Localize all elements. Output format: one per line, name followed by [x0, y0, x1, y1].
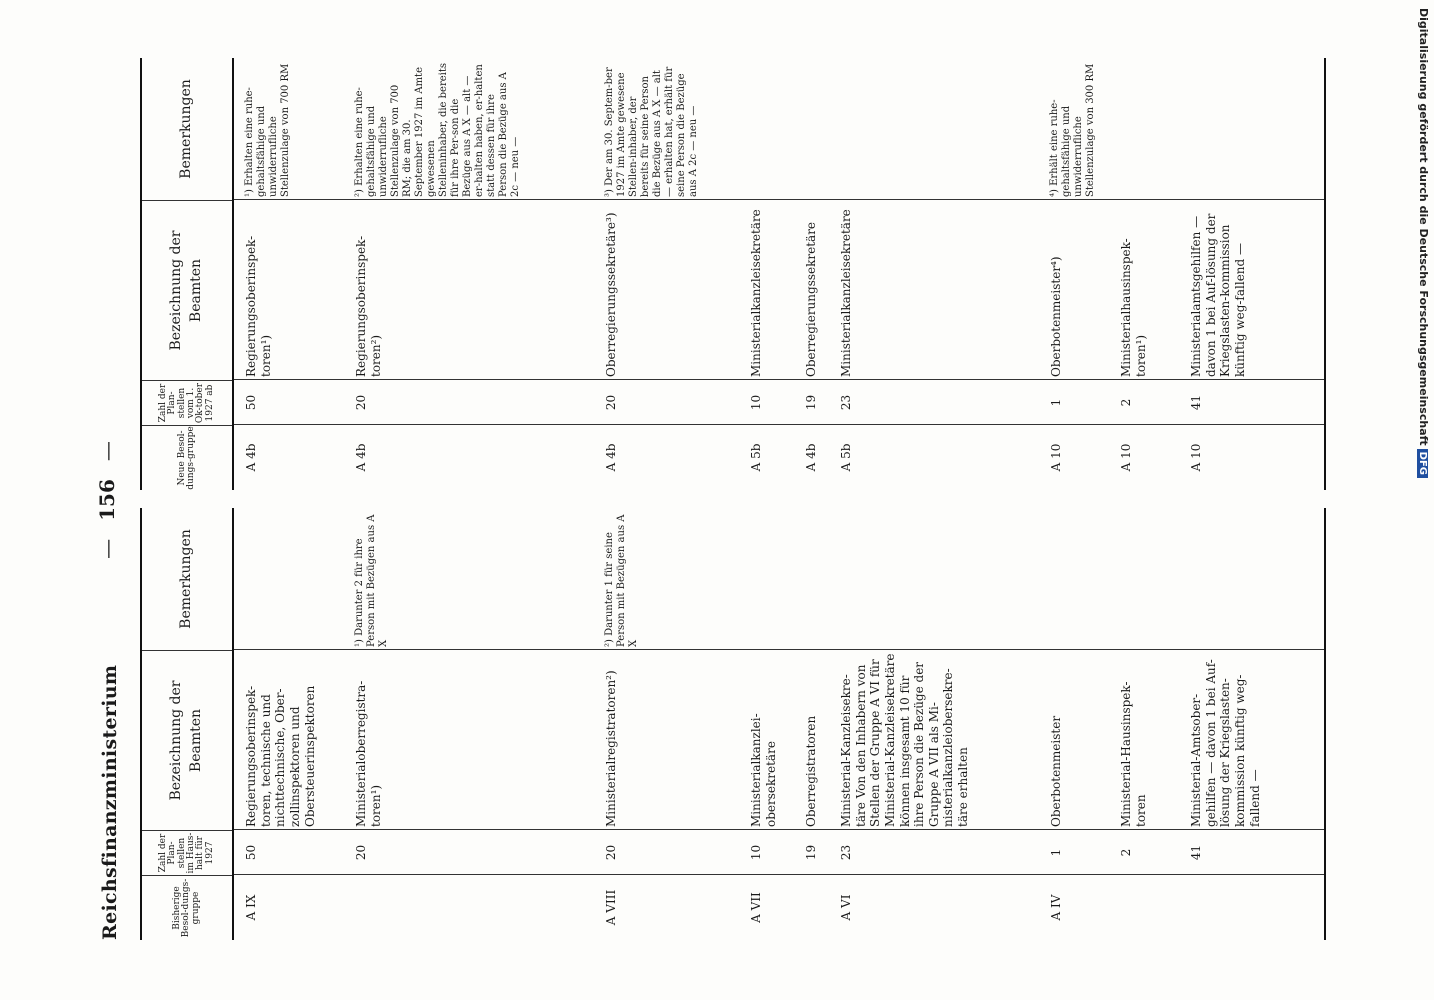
table-cell: 41	[1189, 394, 1203, 411]
table-cell: Oberregierungssekretäre	[804, 221, 818, 377]
header-title: Bezeichnung der Beamten	[142, 650, 232, 830]
table-cell: 10	[749, 394, 763, 411]
table-new-grades	[140, 58, 1326, 490]
table-cell: 2	[1119, 848, 1133, 857]
table-cell: Oberregistratoren	[804, 715, 818, 827]
table-cell: Regierungsoberinspek-toren¹)	[244, 235, 273, 377]
page-number-line	[95, 60, 119, 940]
table-cell: A 4b	[354, 443, 368, 472]
table-body	[234, 58, 1326, 490]
table-cell: 20	[604, 844, 618, 861]
table-cell: A IV	[1049, 894, 1063, 921]
column-divider	[234, 649, 1324, 650]
column-divider	[234, 874, 1324, 875]
table-cell: 23	[839, 394, 853, 411]
table-cell: Ministerial-Amtsober-gehilfen — davon 1 bei Auf-lösung der Kriegslasten-kommission künftig weg-fallend —	[1189, 659, 1262, 827]
table-header	[140, 58, 234, 490]
table-cell: A IX	[244, 894, 258, 921]
table-cell: Ministerialoberregistra-toren¹)	[354, 680, 383, 827]
column-divider	[234, 424, 1324, 425]
table-cell: Ministerialregistratoren²)	[604, 670, 618, 827]
table-cell: ¹) Darunter 2 für ihre Person mit Bezügen aus A X	[354, 514, 389, 647]
table-header	[140, 508, 234, 940]
digitization-credit	[1408, 0, 1430, 1000]
table-cell: ⁴) Erhält eine ruhe-gehaltsfähige und unwiderrufliche Stellenzulage von 300 RM	[1049, 63, 1096, 197]
table-cell: Oberbotenmeister⁴)	[1049, 256, 1063, 377]
header-old-group: Bisherige Besol-dungs-gruppe	[142, 875, 232, 940]
table-cell: Ministerialamtsgehilfen — davon 1 bei Auf-lösung der Kriegslasten-kommission künftig weg-fallend —	[1189, 213, 1247, 377]
ministry-title: Reichsfinanzministerium	[99, 664, 121, 940]
table-cell: 20	[604, 394, 618, 411]
table-cell: Oberregierungssekretäre³)	[604, 212, 618, 377]
table-cell: A 5b	[749, 443, 763, 472]
table-cell: 23	[839, 844, 853, 861]
header-new-group: Neue Besol-dungs-gruppe	[142, 425, 232, 490]
table-cell: Ministerialhausinspek-toren¹)	[1119, 238, 1148, 377]
table-cell: 20	[354, 394, 368, 411]
header-remarks: Bemerkungen	[178, 79, 195, 179]
header-count: Zahl der Plan-stellen im Haus-halt für 1927	[142, 830, 232, 875]
table-cell: 41	[1189, 844, 1203, 861]
table-cell: Oberbotenmeister	[1049, 715, 1063, 827]
page-number: 156	[95, 479, 119, 521]
table-cell: A VI	[839, 894, 853, 921]
table-cell: Ministerial-Kanzleisekre-täre Von den Inhabern von Stellen der Gruppe A VI für Ministerial-Kanzleisekretäre können insgesamt 10 für ihre Person die Bezüge der Gruppe A VII als Mi-nisterialkanzleiobersekre-täre erhalten	[839, 653, 970, 827]
dfg-logo: DFG	[1417, 449, 1428, 478]
table-cell: A 10	[1189, 443, 1203, 472]
table-cell: ²) Erhalten eine ruhe-gehaltsfähige und unwiderrufliche Stellenzulage von 700 RM; die am 30. September 1927 im Amte gewesenen Stelleninhaber, die bereits für ihre Per-son die Bezüge aus A X — alt — er-halten haben, er-halten statt dessen für ihre Person die Bezüge aus A 2c — neu —	[354, 62, 521, 197]
header-title: Bezeichnung der Beamten	[142, 200, 232, 380]
table-cell: A 4b	[804, 443, 818, 472]
table-cell: A 4b	[244, 443, 258, 472]
table-cell: 2	[1119, 398, 1133, 407]
table-cell: A 10	[1119, 443, 1133, 472]
column-divider	[234, 379, 1324, 380]
table-cell: Regierungsoberinspek-toren, technische und nichttechnische, Ober-zollinspektoren und Obersteuerinspektoren	[244, 685, 317, 827]
table-cell: ³) Der am 30. Septem-ber 1927 im Amte gewesene Stellen-inhaber, der bereits für seine Person die Bezüge aus A X — alt — erhalten hat, erhält für seine Person die Bezüge aus A 2c — neu —	[604, 66, 699, 197]
table-cell: 1	[1049, 398, 1063, 407]
table-cell: 50	[244, 394, 258, 411]
dash-right: —	[95, 441, 119, 462]
table-cell: A 4b	[604, 443, 618, 472]
page-header	[95, 60, 135, 940]
table-cell: Ministerial-Hausinspek-toren	[1119, 681, 1148, 827]
table-old-grades	[140, 508, 1326, 940]
column-divider	[234, 829, 1324, 830]
table-cell: A VIII	[604, 889, 618, 926]
table-cell: Regierungsoberinspek-toren²)	[354, 235, 383, 377]
table-cell: ²) Darunter 1 für seine Person mit Bezügen aus A X	[604, 514, 639, 647]
table-cell: 19	[804, 844, 818, 861]
table-cell: A 10	[1049, 443, 1063, 472]
table-cell: 20	[354, 844, 368, 861]
table-cell: Ministerialkanzlei-obersekretäre	[749, 713, 778, 827]
table-cell: Ministerialkanzleisekretäre	[839, 209, 853, 377]
table-cell: 1	[1049, 848, 1063, 857]
table-cell: A 5b	[839, 443, 853, 472]
table-cell: Ministerialkanzleisekretäre	[749, 209, 763, 377]
table-cell: 19	[804, 394, 818, 411]
rotated-page	[95, 60, 1335, 940]
table-cell: ¹) Erhalten eine ruhe-gehaltsfähige und unwiderrufliche Stellenzulage von 700 RM	[244, 63, 291, 197]
table-cell: 50	[244, 844, 258, 861]
dash-left: —	[95, 538, 119, 559]
header-count: Zahl der Plan-stellen vom 1. Ok-tober 1927 ab	[142, 380, 232, 425]
credit-text: Digitalisierung gefördert durch die Deutsche Forschungsgemeinschaft	[1417, 8, 1430, 446]
table-cell: A VII	[749, 892, 763, 923]
header-remarks: Bemerkungen	[178, 529, 195, 629]
table-cell: 10	[749, 844, 763, 861]
table-body	[234, 508, 1326, 940]
